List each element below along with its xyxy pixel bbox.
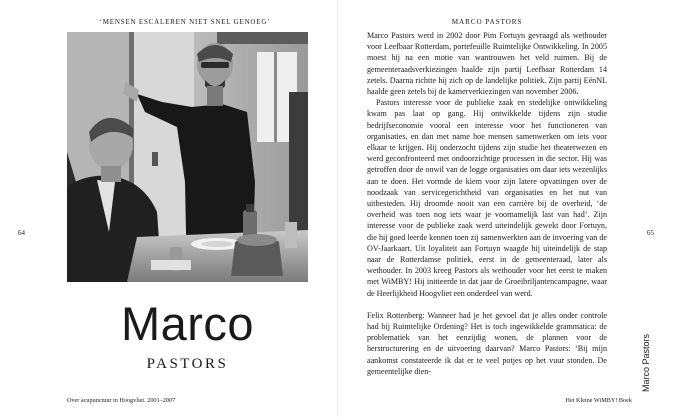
vertical-name-tab xyxy=(641,320,653,390)
interview-text: Felix Rottenberg: Wanneer had je het gevoel dat je alles onder controle had bij Ruimtelijke Ordening? Het is toch ingewikkelde grammatica: de problematiek van het eenzijdig wonen, de plannen voor de herstructurering en de uitvoering daarvan? Marco Pastors: ‘Bij mijn aankomst constateerde ik dat er te veel potjes op het vuur stonden. De gemeentelijke dien- xyxy=(367,310,607,376)
left-page-header: ‘MENSEN ESCALEREN NIET SNEL GENOEG’ xyxy=(99,18,271,26)
left-page-number: 64 xyxy=(18,229,25,237)
paragraph-gap xyxy=(367,299,607,310)
left-page-footer: Over acupunctuur in Hoogvliet. 2001–2007 xyxy=(67,397,176,404)
profile-last-name: PASTORS xyxy=(146,356,229,372)
body-paragraph: Pastors interesse voor de publieke zaak en stedelijke ontwikkeling kwam pas laat op gang. Hij ontwikkelde tijdens zijn studie bedrijfseconomie vooral een interesse voor het functioneren van organisaties, en dan met name hoe mensen samenwerken om iets voor elkaar te krijgen. Hij onderzocht tijdens zijn studie het theaterwezen en werd geconfronteerd met ondoorzichtige processen in die sector. Hij was getroffen door de onwil van de logge organisaties om daar iets wezenlijks aan te doen. Het vormde de kiem voor zijn latere opvattingen over de noodzaak van servicegerichtheid van organisaties en het nut van uitbesteden. Hij droomde nooit van een carrière bij de overheid, ‘de overheid was toen nog iets waar je voornamelijk last van had’. Zijn interesse voor de publieke zaak werd uiteindelijk gewekt door Fortuyn, die hij goed leerde kennen toen zij samenwerkten aan de invoering van de OV-Jaarkaart. Uit loyaliteit aan Fortuyn waagde hij uiteindelijk de stap naar de Rotterdamse politiek, eerst in de gemeenteraad, later als wethouder. In 2003 kreeg Pastors als wethouder voor het eerst te maken met WiMBY! Hij initieerde in dat jaar de Groeibriljantencampagne, waar de Heerlijkheid Hoogvliet een onderdeel van werd. xyxy=(367,98,607,298)
article-title: MARCO PASTORS xyxy=(451,18,523,26)
article-body xyxy=(367,30,607,377)
right-page-number: 65 xyxy=(647,229,654,237)
right-page-footer: Het Kleine WiMBY! Boek xyxy=(565,397,632,404)
vertical-name-label: Marco Pastors xyxy=(641,333,651,392)
body-paragraph: Marco Pastors werd in 2002 door Pim Fortuyn gevraagd als wethouder voor Leefbaar Rotterdam, portefeuille Ruimtelijke Ontwikkeling. In 2005 moest hij na een motie van wantrouwen het veld ruimen. Bij de gemeenteraadsverkiezingen haalde zijn partij Leefbaar Rotterdam 14 zetels. Daarna richtte hij zich op de landelijke politiek. Zijn partij EénNL haalde geen zetels bij de kamerverkiezingen van november 2006. xyxy=(367,31,607,97)
profile-first-name: Marco xyxy=(120,297,255,350)
portrait-photo xyxy=(67,32,308,282)
page-gutter xyxy=(337,0,338,417)
